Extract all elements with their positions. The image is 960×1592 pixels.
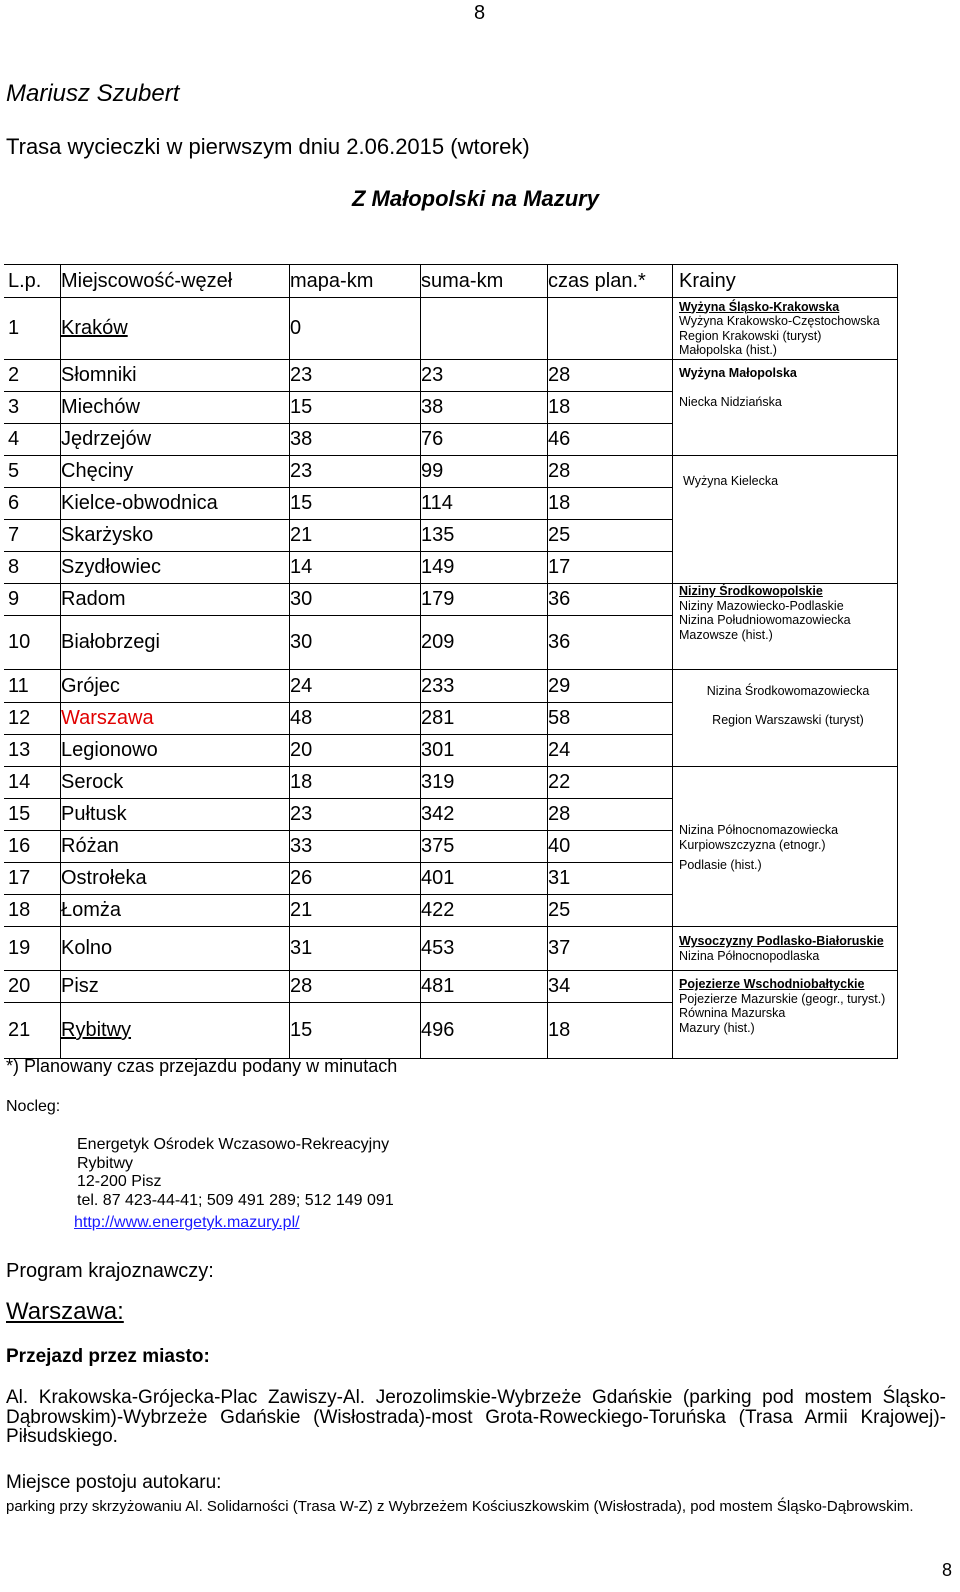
cell-czas: 18	[548, 1003, 673, 1059]
region-label: Wyżyna Śląsko-Krakowska	[679, 299, 840, 314]
cell-mapa: 14	[290, 552, 421, 584]
cell-mapa: 23	[290, 456, 421, 488]
cell-czas: 36	[548, 584, 673, 616]
region-label: Nizina Północnomazowiecka	[679, 823, 839, 837]
cell-mapa: 21	[290, 520, 421, 552]
cell-mapa: 15	[290, 1003, 421, 1059]
region-label: Mazury (hist.)	[679, 1020, 755, 1035]
cell-mapa: 21	[290, 895, 421, 927]
cell-place: Słomniki	[61, 360, 290, 392]
cell-place: Pułtusk	[61, 799, 290, 831]
cell-place: Grójec	[61, 670, 290, 703]
cell-suma: 401	[421, 863, 548, 895]
cell-lp: 19	[4, 927, 61, 971]
region-group-3	[673, 456, 898, 584]
region-label: Niecka Nidziańska	[679, 394, 782, 409]
region-group-1	[673, 298, 898, 360]
cell-mapa: 20	[290, 735, 421, 767]
cell-suma: 149	[421, 552, 548, 584]
cell-place: Kielce-obwodnica	[61, 488, 290, 520]
cell-suma: 23	[421, 360, 548, 392]
cell-mapa: 24	[290, 670, 421, 703]
city-heading: Warszawa:	[6, 1298, 124, 1325]
cell-lp: 21	[4, 1003, 61, 1059]
accommodation-address	[74, 1136, 394, 1233]
program-label: Program krajoznawczy:	[6, 1260, 214, 1282]
cell-mapa: 23	[290, 799, 421, 831]
region-group-4	[673, 584, 898, 670]
cell-suma: 375	[421, 831, 548, 863]
table-row	[4, 927, 898, 971]
cell-lp: 16	[4, 831, 61, 863]
cell-mapa: 18	[290, 767, 421, 799]
author-name: Mariusz Szubert	[6, 80, 180, 107]
table-row	[4, 767, 898, 799]
cell-czas: 28	[548, 456, 673, 488]
table-row	[4, 584, 898, 616]
region-label: Wyżyna Małopolska	[679, 366, 797, 380]
cell-suma: 342	[421, 799, 548, 831]
region-label: Podlasie (hist.)	[679, 858, 762, 872]
cell-czas: 25	[548, 520, 673, 552]
cell-place: Różan	[61, 831, 290, 863]
cell-suma	[421, 298, 548, 360]
cell-czas: 28	[548, 360, 673, 392]
cell-lp: 2	[4, 360, 61, 392]
trip-subtitle: Z Małopolski na Mazury	[352, 186, 599, 211]
region-label: Pojezierze Wschodniobałtyckie	[679, 977, 865, 991]
cell-mapa: 38	[290, 424, 421, 456]
cell-czas: 28	[548, 799, 673, 831]
cell-place: Ostrołeka	[61, 863, 290, 895]
cell-mapa: 31	[290, 927, 421, 971]
route-table	[4, 264, 898, 1059]
cell-lp: 8	[4, 552, 61, 584]
cell-place: Warszawa	[61, 703, 290, 735]
region-group-8	[673, 971, 898, 1059]
route-description: Al. Krakowska-Grójecka-Plac Zawiszy-Al. Jerozolimskie-Wybrzeże Gdańskie (parking pod mostem Śląsko-Dąbrowskim)-Wybrzeże Gdańskie (Wisłostrada)-most Grota-Roweckiego-Toruńska (Trasa Armii Krajowej)-Piłsudskiego.	[6, 1387, 946, 1447]
region-label: Niziny Środkowopolskie	[679, 584, 823, 598]
accommodation-phone: tel. 87 423-44-41; 509 491 289; 512 149 091	[77, 1191, 394, 1209]
region-group-7	[673, 927, 898, 971]
region-label: Niziny Mazowiecko-Podlaskie	[679, 598, 844, 613]
header-suma-km: suma-km	[421, 265, 548, 298]
region-label: Region Krakowski (turyst)	[679, 328, 822, 343]
cell-czas: 40	[548, 831, 673, 863]
cell-suma: 481	[421, 971, 548, 1003]
cell-lp: 20	[4, 971, 61, 1003]
cell-place: Pisz	[61, 971, 290, 1003]
cell-suma: 453	[421, 927, 548, 971]
cell-lp: 18	[4, 895, 61, 927]
cell-place: Łomża	[61, 895, 290, 927]
cell-mapa: 28	[290, 971, 421, 1003]
accommodation-place: Rybitwy	[77, 1154, 134, 1172]
page-number-bottom: 8	[942, 1560, 953, 1580]
region-group-6	[673, 767, 898, 927]
cell-place: Chęciny	[61, 456, 290, 488]
cell-lp: 1	[4, 298, 61, 360]
cell-mapa: 0	[290, 298, 421, 360]
cell-czas: 25	[548, 895, 673, 927]
table-row	[4, 456, 898, 488]
header-place: Miejscowość-węzeł	[61, 265, 290, 298]
cell-place: Szydłowiec	[61, 552, 290, 584]
cell-czas: 58	[548, 703, 673, 735]
cell-czas: 37	[548, 927, 673, 971]
cell-czas: 18	[548, 392, 673, 424]
przejazd-label: Przejazd przez miasto:	[6, 1346, 210, 1367]
table-row	[4, 670, 898, 703]
cell-lp: 5	[4, 456, 61, 488]
cell-suma: 496	[421, 1003, 548, 1059]
header-czas-plan: czas plan.*	[548, 265, 673, 298]
page-number-top: 8	[474, 2, 486, 24]
region-label: Pojezierze Mazurskie (geogr., turyst.)	[679, 991, 886, 1006]
cell-mapa: 48	[290, 703, 421, 735]
cell-lp: 4	[4, 424, 61, 456]
cell-suma: 233	[421, 670, 548, 703]
cell-czas	[548, 298, 673, 360]
cell-mapa: 33	[290, 831, 421, 863]
header-mapa-km: mapa-km	[290, 265, 421, 298]
bus-stop-label: Miejsce postoju autokaru:	[6, 1472, 222, 1493]
cell-suma: 114	[421, 488, 548, 520]
cell-czas: 34	[548, 971, 673, 1003]
region-label: Małopolska (hist.)	[679, 343, 777, 357]
cell-czas: 36	[548, 616, 673, 670]
cell-lp: 17	[4, 863, 61, 895]
parking-description: parking przy skrzyżowaniu Al. Solidarności (Trasa W-Z) z Wybrzeżem Kościuszkowskim (Wisłostrada), pod mostem Śląsko-Dąbrowskim.	[6, 1498, 914, 1515]
region-label: Wyżyna Krakowsko-Częstochowska	[679, 314, 880, 328]
cell-suma: 179	[421, 584, 548, 616]
cell-lp: 14	[4, 767, 61, 799]
cell-place: Rybitwy	[61, 1003, 290, 1059]
cell-lp: 3	[4, 392, 61, 424]
footnote: *) Planowany czas przejazdu podany w minutach	[6, 1056, 398, 1076]
accommodation-link[interactable]: http://www.energetyk.mazury.pl/	[74, 1214, 300, 1231]
cell-suma: 422	[421, 895, 548, 927]
cell-suma: 76	[421, 424, 548, 456]
cell-czas: 31	[548, 863, 673, 895]
cell-lp: 12	[4, 703, 61, 735]
region-label: Nizina Północnopodlaska	[679, 948, 820, 963]
cell-mapa: 15	[290, 488, 421, 520]
region-group-5	[673, 670, 898, 767]
cell-suma: 281	[421, 703, 548, 735]
cell-czas: 46	[548, 424, 673, 456]
cell-lp: 10	[4, 616, 61, 670]
cell-mapa: 30	[290, 584, 421, 616]
cell-suma: 99	[421, 456, 548, 488]
cell-lp: 9	[4, 584, 61, 616]
cell-lp: 6	[4, 488, 61, 520]
table-row	[4, 298, 898, 360]
cell-place: Białobrzegi	[61, 616, 290, 670]
header-lp: L.p.	[4, 265, 61, 298]
header-krainy: Krainy	[673, 265, 898, 298]
cell-suma: 209	[421, 616, 548, 670]
cell-mapa: 23	[290, 360, 421, 392]
region-label: Wysoczyzny Podlasko-Białoruskie	[679, 934, 884, 948]
nocleg-label: Nocleg:	[6, 1098, 61, 1115]
accommodation-name: Energetyk Ośrodek Wczasowo-Rekreacyjny	[77, 1136, 390, 1153]
cell-place: Jędrzejów	[61, 424, 290, 456]
cell-place: Skarżysko	[61, 520, 290, 552]
cell-place: Serock	[61, 767, 290, 799]
region-label: Nizina Środkowomazowiecka	[706, 684, 870, 698]
cell-lp: 15	[4, 799, 61, 831]
region-label: Kurpiowszczyzna (etnogr.)	[679, 837, 826, 852]
cell-czas: 17	[548, 552, 673, 584]
cell-lp: 11	[4, 670, 61, 703]
cell-place: Radom	[61, 584, 290, 616]
region-label: Równina Mazurska	[679, 1006, 786, 1020]
region-label: Wyżyna Kielecka	[683, 474, 779, 488]
region-label: Region Warszawski (turyst)	[712, 712, 864, 727]
cell-mapa: 30	[290, 616, 421, 670]
cell-czas: 29	[548, 670, 673, 703]
region-group-2	[673, 360, 898, 456]
cell-suma: 135	[421, 520, 548, 552]
table-row	[4, 971, 898, 1003]
table-row	[4, 360, 898, 392]
cell-czas: 24	[548, 735, 673, 767]
cell-suma: 301	[421, 735, 548, 767]
cell-czas: 22	[548, 767, 673, 799]
cell-suma: 38	[421, 392, 548, 424]
cell-place: Miechów	[61, 392, 290, 424]
table-header-row	[4, 265, 898, 298]
cell-lp: 13	[4, 735, 61, 767]
cell-mapa: 15	[290, 392, 421, 424]
trip-title: Trasa wycieczki w pierwszym dniu 2.06.2015 (wtorek)	[6, 134, 530, 159]
region-label: Mazowsze (hist.)	[679, 627, 773, 642]
cell-place: Kraków	[61, 298, 290, 360]
cell-lp: 7	[4, 520, 61, 552]
accommodation-postal: 12-200 Pisz	[77, 1173, 162, 1190]
cell-mapa: 26	[290, 863, 421, 895]
cell-place: Legionowo	[61, 735, 290, 767]
cell-czas: 18	[548, 488, 673, 520]
cell-suma: 319	[421, 767, 548, 799]
region-label: Nizina Południowomazowiecka	[679, 613, 851, 627]
cell-place: Kolno	[61, 927, 290, 971]
